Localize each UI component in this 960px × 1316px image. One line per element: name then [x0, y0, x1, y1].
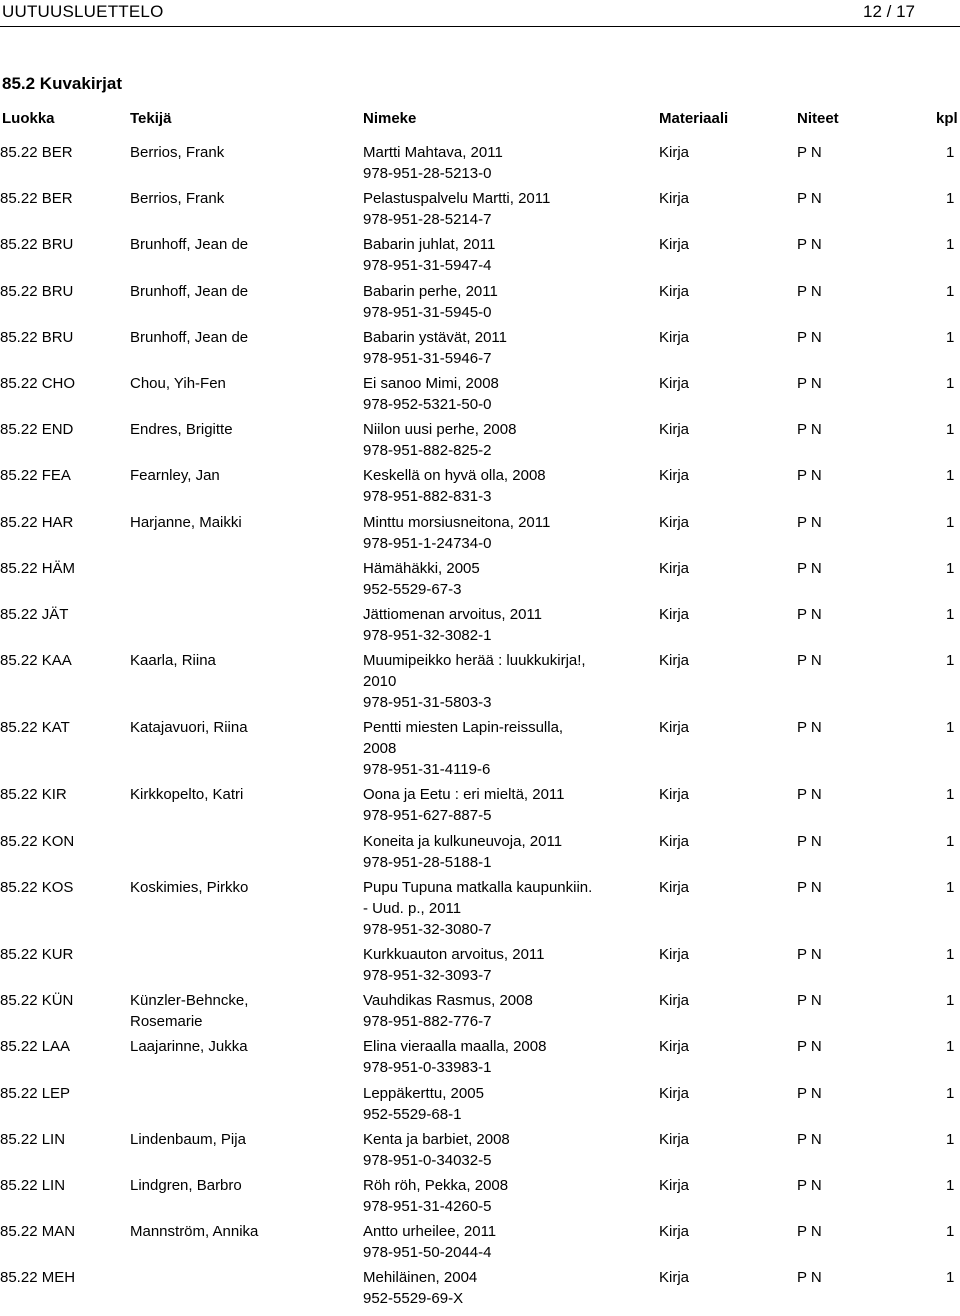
row-tekija	[130, 1175, 242, 1196]
column-headers	[0, 110, 960, 132]
row-nimeke-line: Babarin juhlat, 2011	[363, 236, 496, 254]
row-nimeke-line: 978-951-31-5946-7	[363, 349, 492, 367]
row-luokka: 85.22 KAA	[0, 652, 72, 670]
row-tekija-line: Laajarinne, Jukka	[130, 1038, 248, 1056]
row-nimeke-line: Röh röh, Pekka, 2008	[363, 1176, 509, 1194]
row-kpl: 1	[946, 786, 955, 804]
row-nimeke-line: 978-951-882-825-2	[363, 442, 492, 460]
table-row	[0, 327, 960, 373]
row-niteet: P N	[797, 144, 822, 161]
row-tekija-line: Rosemarie	[130, 1013, 203, 1031]
table-row	[0, 558, 960, 604]
row-tekija-line: Harjanne, Maikki	[130, 513, 242, 531]
row-nimeke	[363, 1129, 510, 1171]
row-tekija-line: Fearnley, Jan	[130, 467, 220, 485]
row-tekija	[130, 1221, 258, 1242]
row-materiaali: Kirja	[659, 832, 690, 850]
table-row	[0, 281, 960, 327]
row-nimeke-line: Jättiomenan arvoitus, 2011	[363, 605, 542, 623]
row-nimeke-line: 978-951-31-5947-4	[363, 257, 492, 275]
row-nimeke-line: Minttu morsiusneitona, 2011	[363, 513, 551, 531]
row-niteet: P N	[797, 374, 822, 392]
row-nimeke-line: 978-951-28-5213-0	[363, 165, 492, 182]
row-nimeke-line: Keskellä on hyvä olla, 2008	[363, 467, 546, 485]
row-kpl: 1	[946, 652, 955, 670]
row-nimeke-line: Babarin perhe, 2011	[363, 282, 498, 300]
row-nimeke-line: 952-5529-68-1	[363, 1105, 462, 1123]
row-luokka: 85.22 END	[0, 421, 74, 439]
row-luokka: 85.22 CHO	[0, 374, 76, 392]
row-kpl: 1	[946, 719, 955, 737]
row-nimeke-line: Kenta ja barbiet, 2008	[363, 1130, 510, 1148]
row-kpl: 1	[946, 1223, 955, 1241]
row-materiaali: Kirja	[659, 992, 690, 1010]
row-nimeke-line: Pelastuspalvelu Martti, 2011	[363, 190, 551, 208]
row-materiaali: Kirja	[659, 1038, 690, 1056]
row-niteet: P N	[797, 467, 822, 485]
row-materiaali: Kirja	[659, 513, 690, 531]
row-nimeke	[363, 831, 562, 873]
row-materiaali: Kirja	[659, 605, 690, 623]
row-luokka: 85.22 BRU	[0, 236, 74, 254]
table-row	[0, 512, 960, 558]
row-nimeke	[363, 604, 542, 646]
row-kpl: 1	[946, 1038, 955, 1056]
row-tekija	[130, 1129, 246, 1150]
row-tekija-line: Brunhoff, Jean de	[130, 328, 249, 346]
catalog-list	[0, 142, 960, 1314]
row-luokka: 85.22 JÄT	[0, 605, 69, 623]
row-tekija-line: Mannström, Annika	[130, 1223, 259, 1241]
row-nimeke-line: Hämähäkki, 2005	[363, 559, 480, 577]
row-tekija-line: Brunhoff, Jean de	[130, 236, 249, 254]
column-header-materiaali: Materiaali	[659, 110, 729, 127]
row-nimeke-line: 952-5529-69-X	[363, 1290, 464, 1308]
row-nimeke-line: Elina vieraalla maalla, 2008	[363, 1038, 547, 1056]
row-materiaali: Kirja	[659, 328, 690, 346]
row-nimeke-line: 2010	[363, 673, 397, 691]
row-kpl: 1	[946, 1084, 955, 1102]
row-luokka: 85.22 BRU	[0, 328, 74, 346]
table-row	[0, 1175, 960, 1221]
row-nimeke-line: 978-951-0-34032-5	[363, 1151, 492, 1169]
row-nimeke	[363, 465, 546, 507]
row-nimeke-line: Martti Mahtava, 2011	[363, 144, 503, 161]
row-tekija	[130, 188, 224, 209]
row-nimeke	[363, 234, 495, 276]
row-materiaali: Kirja	[659, 719, 690, 737]
row-nimeke-line: 952-5529-67-3	[363, 580, 462, 598]
row-niteet: P N	[797, 832, 822, 850]
row-nimeke	[363, 1083, 484, 1125]
row-nimeke-line: 978-951-0-33983-1	[363, 1059, 492, 1077]
page-header	[0, 0, 960, 26]
row-nimeke	[363, 784, 565, 826]
row-nimeke-line: Mehiläinen, 2004	[363, 1269, 478, 1287]
row-tekija-line: Brunhoff, Jean de	[130, 282, 249, 300]
column-header-niteet: Niteet	[797, 110, 839, 127]
row-luokka: 85.22 LIN	[0, 1130, 66, 1148]
row-nimeke-line: 978-951-28-5188-1	[363, 853, 492, 871]
table-row	[0, 1129, 960, 1175]
row-nimeke	[363, 512, 550, 554]
table-row	[0, 650, 960, 717]
row-kpl: 1	[946, 605, 955, 623]
row-nimeke	[363, 1175, 508, 1217]
row-nimeke	[363, 1036, 546, 1078]
table-row	[0, 784, 960, 830]
row-materiaali: Kirja	[659, 786, 690, 804]
row-tekija-line: Lindenbaum, Pija	[130, 1130, 246, 1148]
row-tekija-line: Chou, Yih-Fen	[130, 374, 226, 392]
row-niteet: P N	[797, 421, 822, 439]
row-tekija	[130, 281, 248, 302]
row-kpl: 1	[946, 832, 955, 850]
row-nimeke	[363, 419, 516, 461]
row-nimeke	[363, 1267, 477, 1309]
row-nimeke-line: 978-951-1-24734-0	[363, 534, 492, 552]
table-row	[0, 234, 960, 280]
row-nimeke	[363, 717, 563, 780]
row-luokka: 85.22 KOS	[0, 878, 74, 896]
row-kpl: 1	[946, 421, 955, 439]
column-header-nimeke: Nimeke	[363, 110, 417, 127]
row-materiaali: Kirja	[659, 1130, 690, 1148]
row-materiaali: Kirja	[659, 878, 690, 896]
table-row	[0, 1221, 960, 1267]
table-row	[0, 604, 960, 650]
row-luokka: 85.22 LIN	[0, 1176, 66, 1194]
row-niteet: P N	[797, 1130, 822, 1148]
row-nimeke-line: 978-951-50-2044-4	[363, 1244, 492, 1262]
row-nimeke	[363, 281, 498, 323]
row-luokka: 85.22 KON	[0, 832, 75, 850]
row-luokka: 85.22 LAA	[0, 1038, 71, 1056]
row-nimeke-line: Pupu Tupuna matkalla kaupunkiin.	[363, 878, 593, 896]
row-tekija	[130, 234, 248, 255]
row-nimeke	[363, 142, 503, 184]
row-materiaali: Kirja	[659, 236, 690, 254]
row-nimeke-line: 978-951-32-3082-1	[363, 626, 492, 644]
row-materiaali: Kirja	[659, 946, 690, 963]
row-kpl: 1	[946, 282, 955, 300]
row-materiaali: Kirja	[659, 652, 690, 670]
row-nimeke-line: 978-951-28-5214-7	[363, 211, 492, 229]
row-tekija	[130, 419, 233, 440]
row-nimeke-line: Ei sanoo Mimi, 2008	[363, 374, 499, 392]
table-row	[0, 373, 960, 419]
row-niteet: P N	[797, 719, 822, 737]
row-tekija-line: Kaarla, Riina	[130, 652, 216, 670]
row-tekija	[130, 142, 224, 163]
row-nimeke-line: 978-951-31-4119-6	[363, 761, 491, 779]
row-nimeke-line: Kurkkuauton arvoitus, 2011	[363, 946, 545, 963]
row-nimeke-line: Muumipeikko herää : luukkukirja!,	[363, 652, 586, 670]
row-tekija-line: Berrios, Frank	[130, 190, 225, 208]
row-nimeke-line: 2008	[363, 740, 397, 758]
row-nimeke	[363, 373, 499, 415]
column-header-kpl: kpl	[936, 110, 958, 127]
row-kpl: 1	[946, 328, 955, 346]
row-tekija	[130, 373, 226, 394]
row-nimeke	[363, 327, 507, 369]
table-row	[0, 831, 960, 877]
row-niteet: P N	[797, 946, 822, 963]
table-row	[0, 465, 960, 511]
row-niteet: P N	[797, 605, 822, 623]
row-tekija	[130, 990, 248, 1032]
row-kpl: 1	[946, 878, 955, 896]
section-title: 85.2 Kuvakirjat	[2, 74, 123, 93]
row-luokka: 85.22 BRU	[0, 282, 74, 300]
row-tekija-line: Berrios, Frank	[130, 144, 225, 161]
row-luokka: 85.22 BER	[0, 190, 73, 208]
row-materiaali: Kirja	[659, 374, 690, 392]
row-niteet: P N	[797, 190, 822, 208]
row-tekija-line: Kirkkopelto, Katri	[130, 786, 244, 804]
row-tekija-line: Künzler-Behncke,	[130, 992, 249, 1010]
row-niteet: P N	[797, 786, 822, 804]
row-materiaali: Kirja	[659, 1084, 690, 1102]
table-row	[0, 1036, 960, 1082]
table-row	[0, 877, 960, 944]
row-materiaali: Kirja	[659, 467, 690, 485]
row-kpl: 1	[946, 467, 955, 485]
row-kpl: 1	[946, 1269, 955, 1287]
header-divider	[0, 26, 960, 27]
row-niteet: P N	[797, 652, 822, 670]
row-kpl: 1	[946, 946, 955, 963]
row-tekija	[130, 784, 243, 805]
row-nimeke-line: 978-952-5321-50-0	[363, 395, 492, 413]
row-nimeke-line: - Uud. p., 2011	[363, 899, 462, 917]
row-tekija	[130, 1036, 248, 1057]
table-row	[0, 717, 960, 784]
row-luokka: 85.22 BER	[0, 144, 73, 161]
row-niteet: P N	[797, 328, 822, 346]
row-nimeke-line: Vauhdikas Rasmus, 2008	[363, 992, 533, 1010]
row-nimeke	[363, 990, 533, 1032]
row-tekija-line: Katajavuori, Riina	[130, 719, 248, 737]
row-kpl: 1	[946, 144, 955, 161]
row-niteet: P N	[797, 282, 822, 300]
row-luokka: 85.22 HAR	[0, 513, 74, 531]
row-materiaali: Kirja	[659, 282, 690, 300]
row-nimeke-line: 978-951-882-776-7	[363, 1013, 492, 1031]
row-nimeke	[363, 188, 550, 230]
row-nimeke-line: Leppäkerttu, 2005	[363, 1084, 484, 1102]
row-niteet: P N	[797, 1038, 822, 1056]
row-nimeke-line: 978-951-627-887-5	[363, 807, 492, 825]
row-kpl: 1	[946, 374, 955, 392]
row-tekija	[130, 465, 220, 486]
row-niteet: P N	[797, 1223, 822, 1241]
row-nimeke-line: Koneita ja kulkuneuvoja, 2011	[363, 832, 563, 850]
row-niteet: P N	[797, 236, 822, 254]
row-materiaali: Kirja	[659, 1176, 690, 1194]
row-kpl: 1	[946, 1130, 955, 1148]
page-number: 12 / 17	[863, 2, 915, 21]
table-row	[0, 990, 960, 1036]
row-nimeke	[363, 877, 592, 940]
row-materiaali: Kirja	[659, 421, 690, 439]
row-luokka: 85.22 KUR	[0, 946, 74, 963]
row-tekija	[130, 327, 248, 348]
row-kpl: 1	[946, 236, 955, 254]
row-materiaali: Kirja	[659, 144, 690, 161]
table-row	[0, 142, 960, 188]
row-luokka: 85.22 MAN	[0, 1223, 76, 1241]
row-nimeke-line: Antto urheilee, 2011	[363, 1223, 497, 1241]
row-tekija	[130, 717, 248, 738]
row-nimeke-line: Niilon uusi perhe, 2008	[363, 421, 517, 439]
row-tekija-line: Endres, Brigitte	[130, 421, 233, 439]
row-niteet: P N	[797, 1269, 822, 1287]
row-luokka: 85.22 KAT	[0, 719, 70, 737]
row-nimeke	[363, 558, 480, 600]
table-row	[0, 1083, 960, 1129]
row-materiaali: Kirja	[659, 1223, 690, 1241]
row-nimeke-line: 978-951-31-5945-0	[363, 303, 492, 321]
row-luokka: 85.22 LEP	[0, 1084, 71, 1102]
row-niteet: P N	[797, 559, 822, 577]
row-luokka: 85.22 KÜN	[0, 992, 74, 1010]
row-tekija-line: Koskimies, Pirkko	[130, 878, 249, 896]
table-row	[0, 944, 960, 990]
row-kpl: 1	[946, 559, 955, 577]
row-nimeke-line: Babarin ystävät, 2011	[363, 328, 507, 346]
row-materiaali: Kirja	[659, 559, 690, 577]
row-nimeke-line: 978-951-32-3093-7	[363, 967, 492, 984]
row-luokka: 85.22 HÄM	[0, 559, 76, 577]
row-nimeke	[363, 1221, 496, 1263]
row-materiaali: Kirja	[659, 1269, 690, 1287]
row-niteet: P N	[797, 1084, 822, 1102]
row-luokka: 85.22 KIR	[0, 786, 67, 804]
row-kpl: 1	[946, 992, 955, 1010]
row-nimeke	[363, 650, 586, 713]
row-niteet: P N	[797, 513, 822, 531]
row-niteet: P N	[797, 878, 822, 896]
row-tekija	[130, 877, 248, 898]
row-kpl: 1	[946, 190, 955, 208]
row-nimeke-line: 978-951-32-3080-7	[363, 920, 492, 938]
row-nimeke-line: 978-951-31-5803-3	[363, 694, 492, 712]
row-nimeke-line: 978-951-31-4260-5	[363, 1197, 492, 1215]
table-row	[0, 188, 960, 234]
row-nimeke-line: Oona ja Eetu : eri mieltä, 2011	[363, 786, 565, 804]
row-materiaali: Kirja	[659, 190, 690, 208]
column-header-luokka: Luokka	[2, 110, 55, 127]
document-title: UUTUUSLUETTELO	[2, 2, 164, 21]
row-tekija	[130, 512, 242, 533]
row-tekija	[130, 650, 216, 671]
row-niteet: P N	[797, 1176, 822, 1194]
row-tekija-line: Lindgren, Barbro	[130, 1176, 242, 1194]
row-kpl: 1	[946, 513, 955, 531]
table-row	[0, 419, 960, 465]
row-luokka: 85.22 FEA	[0, 467, 71, 485]
row-nimeke-line: Pentti miesten Lapin-reissulla,	[363, 719, 564, 737]
row-niteet: P N	[797, 992, 822, 1010]
row-kpl: 1	[946, 1176, 955, 1194]
table-row	[0, 1267, 960, 1313]
row-nimeke-line: 978-951-882-831-3	[363, 488, 492, 506]
column-header-tekija: Tekijä	[130, 110, 172, 127]
row-nimeke	[363, 944, 545, 986]
row-luokka: 85.22 MEH	[0, 1269, 76, 1287]
